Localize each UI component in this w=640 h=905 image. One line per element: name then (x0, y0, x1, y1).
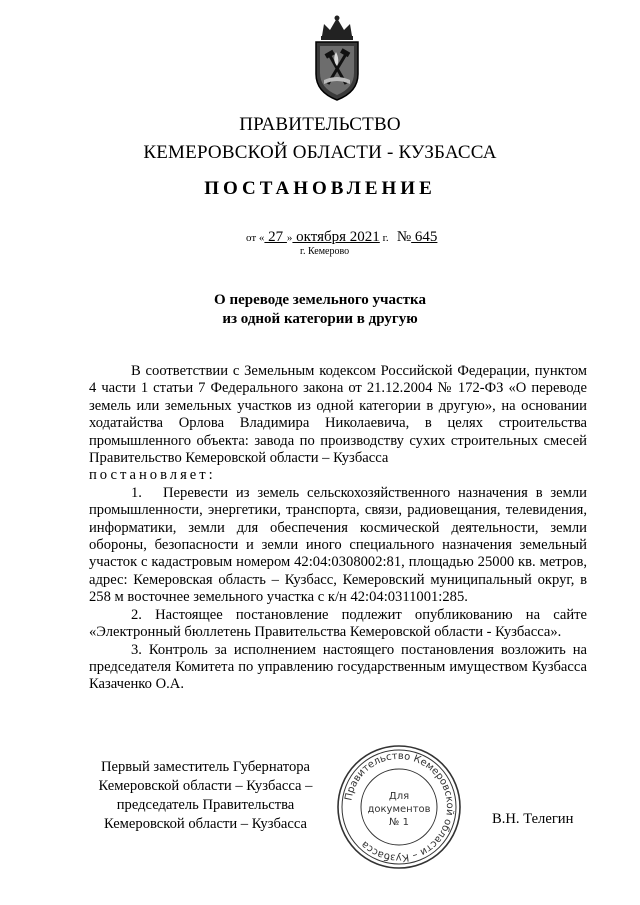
government-title: ПРАВИТЕЛЬСТВО (239, 114, 401, 135)
signatory-name: В.Н. Телегин (492, 811, 574, 827)
coat-of-arms-icon (310, 14, 364, 102)
government-region: КЕМЕРОВСКОЙ ОБЛАСТИ - КУЗБАССА (143, 142, 497, 163)
stamp-ring-text: Правительство Кемеровской области – Кузбасса (343, 750, 456, 864)
stamp-inner-line2: документов (367, 804, 431, 815)
date-line: от « 27 » октября 2021 г. № 645 (246, 229, 438, 245)
stamp-inner-line3: № 1 (389, 817, 409, 828)
resolves-word: постановляет: (89, 467, 216, 484)
document-body (89, 363, 587, 694)
item-3: 3. Контроль за исполнением настоящего постановления возложить на председателя Комитета по управлению государственным имуществом Кузбасса Казаченко О.А. (89, 641, 587, 693)
item-1: 1. Перевести из земель сельскохозяйственного назначения в земли промышленности, энергетики, транспорта, связи, радиовещания, телевидения, информатики, земли для обеспечения космической деятельности, земли обороны, безопасности и земли иного специального назначения земельный участок с кадастровым номером 42:04:0308002:81, площадью 25000 кв. метров, адрес: Кемеровская область – Кузбасс, Кемеровский муниципальный округ, в 258 м восточнее земельного участка с к/н 42:04:0311001:285. (89, 484, 587, 606)
document-type: ПОСТАНОВЛЕНИЕ (204, 178, 436, 199)
stamp-inner-line1: Для (388, 791, 410, 802)
intro-paragraph: В соответствии с Земельным кодексом Российской Федерации, пунктом 4 части 1 статьи 7 Федерального закона от 21.12.2004 № 172-ФЗ «О переводе земель или земельных участков из одной категории в другую», на основании ходатайства Орлова Владимира Николаевича, в целях строительства промышленного объекта: завода по производству сухих строительных смесей Правительство Кемеровской области – Кузбасса (89, 363, 587, 467)
decree-day: 27 (264, 229, 287, 245)
decree-month-year: октября 2021 (292, 229, 380, 245)
document-subject: О переводе земельного участка из одной категории в другую (214, 292, 426, 327)
city: г. Кемерово (300, 246, 350, 257)
signatory-title: Первый заместитель Губернатора Кемеровской области – Кузбасса – председатель Правительства Кемеровской области – Кузбасса (98, 759, 313, 832)
official-stamp (334, 742, 464, 872)
decree-number: 645 (411, 229, 438, 245)
item-2: 2. Настоящее постановление подлежит опубликованию на сайте «Электронный бюллетень Правительства Кемеровской области - Кузбасса». (89, 606, 587, 641)
